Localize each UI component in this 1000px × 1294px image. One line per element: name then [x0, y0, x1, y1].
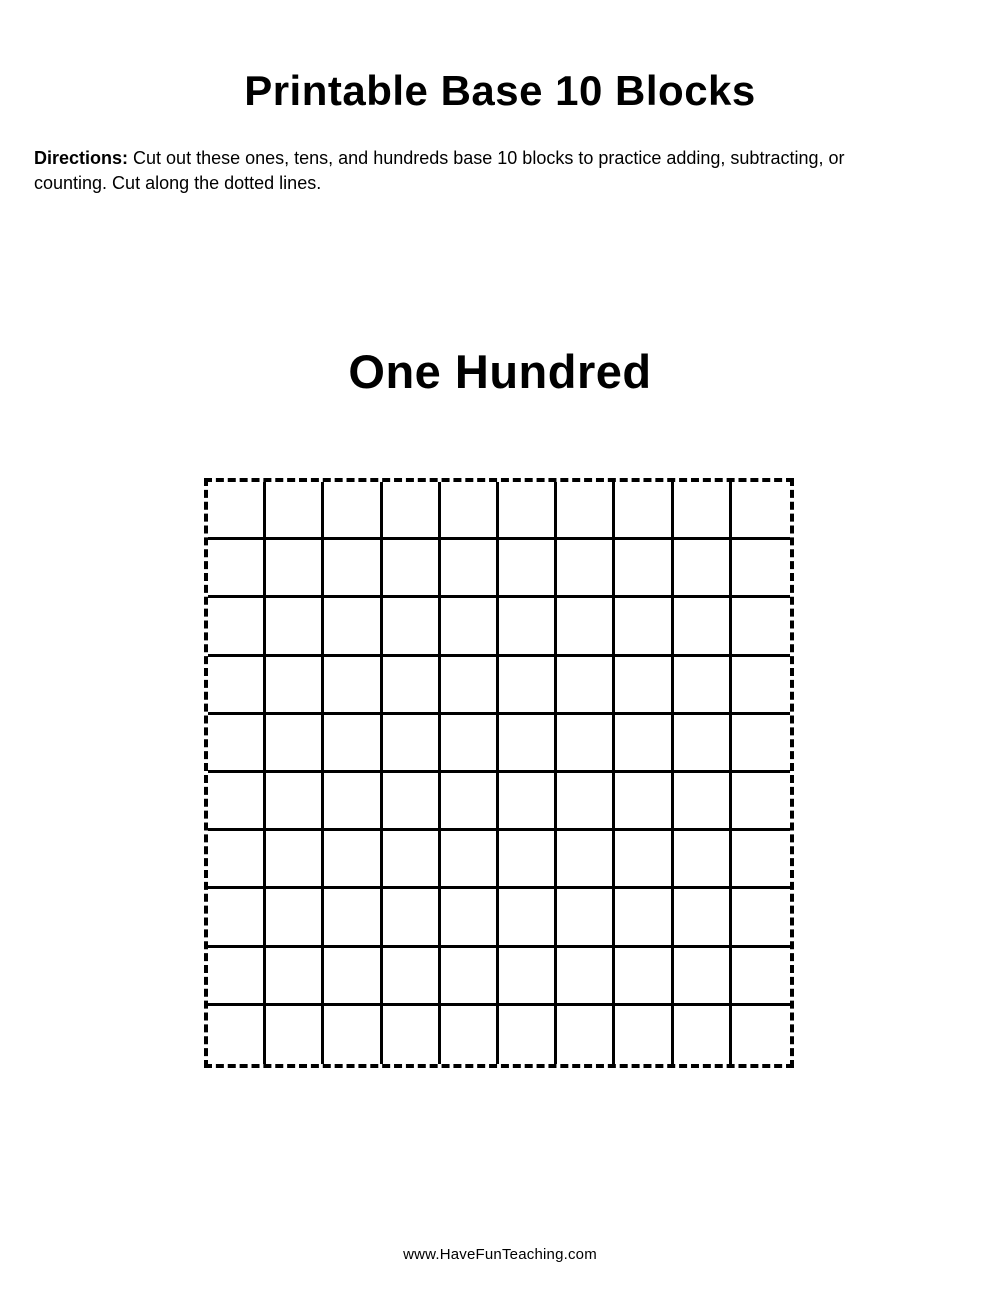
grid-cell — [674, 715, 732, 773]
directions-paragraph — [34, 146, 964, 196]
grid-cell — [499, 540, 557, 598]
grid-cell — [383, 598, 441, 656]
grid-cell — [732, 889, 790, 947]
grid-cell — [557, 482, 615, 540]
grid-cell — [266, 715, 324, 773]
grid-cell — [557, 889, 615, 947]
grid-cell — [266, 1006, 324, 1064]
grid-cell — [674, 482, 732, 540]
grid-cell — [324, 482, 382, 540]
grid-cell — [674, 540, 732, 598]
grid-cell — [324, 715, 382, 773]
grid-cell — [557, 1006, 615, 1064]
directions-label: Directions: — [34, 148, 129, 168]
grid-cell — [324, 831, 382, 889]
directions-line2: counting. Cut along the dotted lines. — [34, 173, 322, 193]
grid-cell — [208, 948, 266, 1006]
grid-cell — [266, 889, 324, 947]
grid-cell — [557, 657, 615, 715]
grid-cell — [383, 540, 441, 598]
grid-cell — [324, 598, 382, 656]
grid-cell — [732, 657, 790, 715]
grid-cell — [266, 540, 324, 598]
grid-cell — [674, 657, 732, 715]
grid-cell — [266, 657, 324, 715]
page-title: Printable Base 10 Blocks — [244, 67, 756, 114]
grid-cell — [324, 773, 382, 831]
grid-cell — [441, 889, 499, 947]
grid-cell — [266, 773, 324, 831]
grid-cell — [732, 540, 790, 598]
grid-cell — [208, 598, 266, 656]
grid-cell — [266, 482, 324, 540]
grid-cell — [674, 773, 732, 831]
grid-cell — [441, 715, 499, 773]
grid-cell — [441, 598, 499, 656]
grid-cell — [208, 1006, 266, 1064]
grid-cell — [441, 482, 499, 540]
grid-cell — [732, 773, 790, 831]
grid-cell — [208, 889, 266, 947]
grid-cell — [557, 715, 615, 773]
grid-cell — [674, 889, 732, 947]
grid-cell — [732, 1006, 790, 1064]
grid-cell — [266, 948, 324, 1006]
grid-cell — [383, 773, 441, 831]
grid-cell — [324, 889, 382, 947]
grid-cell — [208, 715, 266, 773]
grid-cell — [499, 598, 557, 656]
grid-cell — [557, 948, 615, 1006]
grid-cell — [441, 1006, 499, 1064]
grid-cell — [674, 831, 732, 889]
grid-cell — [383, 1006, 441, 1064]
grid-cell — [208, 540, 266, 598]
grid-cell — [732, 482, 790, 540]
grid-cell — [499, 1006, 557, 1064]
directions-line1: Cut out these ones, tens, and hundreds base 10 blocks to practice adding, subtracting, or — [128, 148, 845, 168]
grid-cell — [674, 1006, 732, 1064]
grid-cell — [441, 657, 499, 715]
grid-cell — [615, 482, 673, 540]
grid-cell — [557, 773, 615, 831]
grid-cell — [615, 889, 673, 947]
grid-cell — [615, 773, 673, 831]
grid-cell — [615, 657, 673, 715]
grid-cell — [557, 831, 615, 889]
grid-cell — [441, 831, 499, 889]
grid-cell — [383, 715, 441, 773]
grid-cell — [499, 889, 557, 947]
grid-cell — [383, 482, 441, 540]
grid-cell — [732, 831, 790, 889]
grid-cell — [208, 773, 266, 831]
grid-cell — [557, 598, 615, 656]
grid-cell — [383, 831, 441, 889]
grid-cell — [674, 948, 732, 1006]
grid-cell — [499, 831, 557, 889]
grid-cell — [499, 715, 557, 773]
grid-cell — [615, 831, 673, 889]
grid-cell — [732, 948, 790, 1006]
grid-cell — [441, 948, 499, 1006]
grid-cell — [208, 482, 266, 540]
grid-cell — [499, 482, 557, 540]
grid-cell — [441, 540, 499, 598]
hundreds-block-grid — [204, 478, 794, 1068]
section-title: One Hundred — [348, 345, 652, 398]
footer-url: www.HaveFunTeaching.com — [403, 1246, 597, 1263]
grid-cell — [732, 598, 790, 656]
grid-cell — [615, 598, 673, 656]
grid-cell — [208, 831, 266, 889]
grid-cell — [615, 948, 673, 1006]
grid-cell — [324, 540, 382, 598]
grid-cell — [499, 657, 557, 715]
grid-cell — [499, 948, 557, 1006]
grid-cell — [674, 598, 732, 656]
grid-cell — [615, 1006, 673, 1064]
grid-cell — [208, 657, 266, 715]
grid-cell — [615, 540, 673, 598]
grid-cell — [441, 773, 499, 831]
grid-cell — [499, 773, 557, 831]
grid-cell — [383, 948, 441, 1006]
grid-cell — [732, 715, 790, 773]
grid-cell — [557, 540, 615, 598]
grid-cell — [266, 831, 324, 889]
grid-cell — [324, 948, 382, 1006]
grid-cell — [383, 657, 441, 715]
grid-cell — [324, 657, 382, 715]
grid-cell — [266, 598, 324, 656]
grid-cell — [324, 1006, 382, 1064]
grid-cell — [383, 889, 441, 947]
grid-cell — [615, 715, 673, 773]
